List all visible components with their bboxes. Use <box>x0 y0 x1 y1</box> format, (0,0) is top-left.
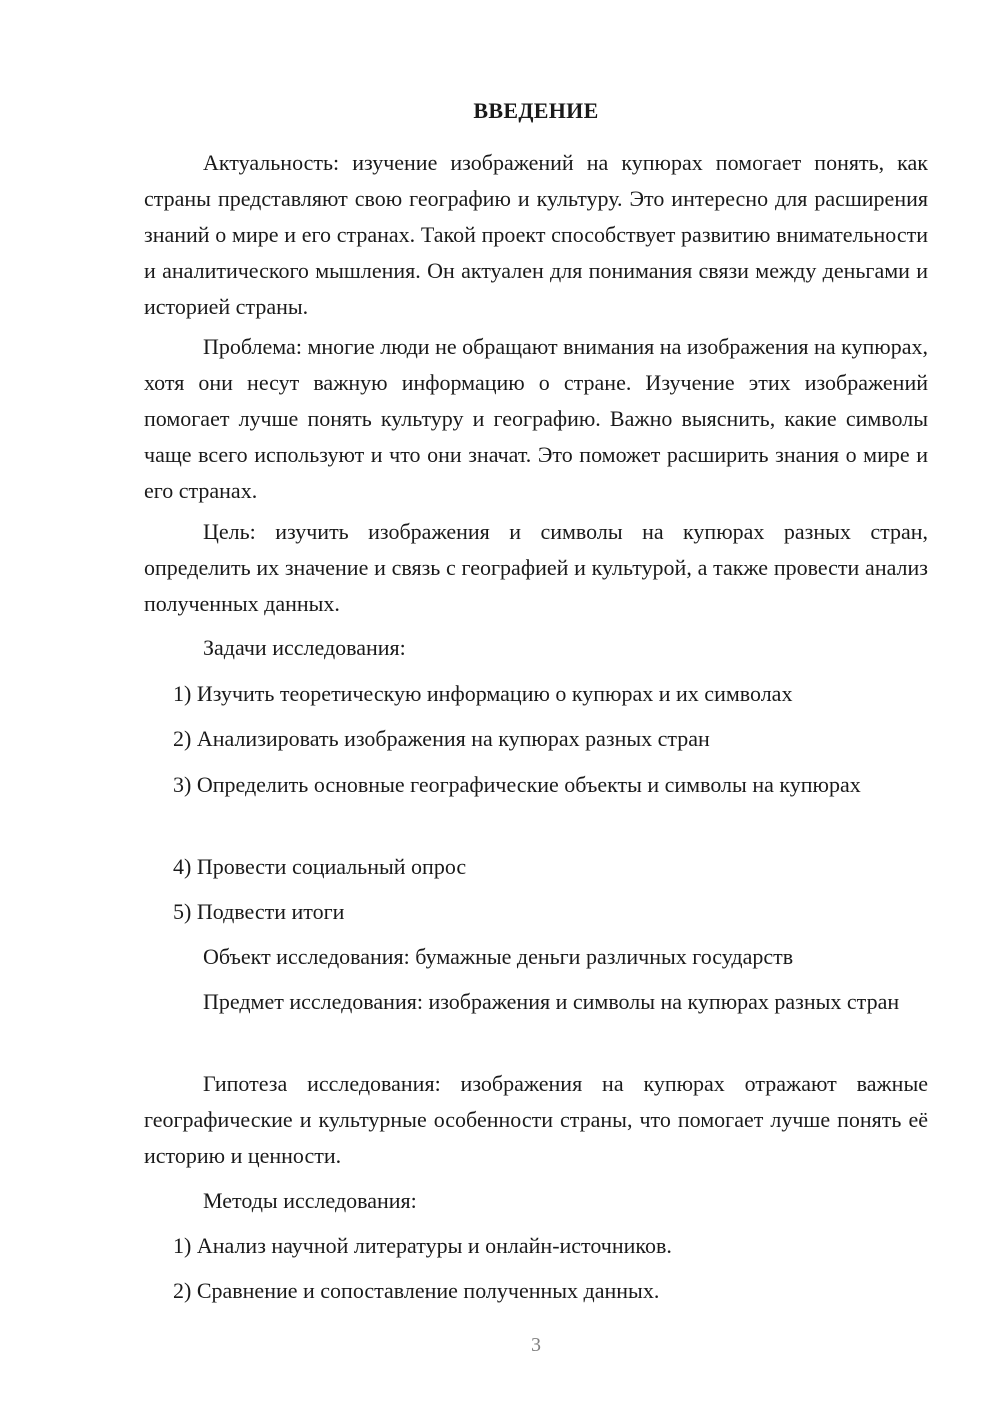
hypothesis-paragraph: Гипотеза исследования: изображения на купюрах отражают важные географические и культурные особенности страны, что помогает лучше понять её историю и ценности. <box>144 1071 928 1168</box>
tasks-heading: Задачи исследования: <box>203 635 406 660</box>
task-item: 4) Провести социальный опрос <box>173 854 467 879</box>
page-number: 3 <box>531 1334 541 1356</box>
task-item: 3) Определить основные географические объекты и символы на купюрах <box>173 772 861 797</box>
document-page <box>144 0 928 1414</box>
relevance-paragraph: Актуальность: изучение изображений на купюрах помогает понять, как страны представляют свою географию и культуру. Это интересно для расширения знаний о мире и его странах. Такой проект способствует развитию внимательности и аналитического мышления. Он актуален для понимания связи между деньгами и историей страны. <box>144 150 928 319</box>
method-item: 2) Сравнение и сопоставление полученных данных. <box>173 1278 660 1303</box>
task-item: 2) Анализировать изображения на купюрах разных стран <box>173 726 710 751</box>
goal-paragraph: Цель: изучить изображения и символы на купюрах разных стран, определить их значение и связь с географией и культурой, а также провести анализ полученных данных. <box>144 519 928 616</box>
methods-heading: Методы исследования: <box>203 1188 417 1213</box>
object-paragraph: Объект исследования: бумажные деньги различных государств <box>203 944 794 969</box>
method-item: 1) Анализ научной литературы и онлайн-источников. <box>173 1233 672 1258</box>
task-item: 5) Подвести итоги <box>173 899 345 924</box>
subject-paragraph: Предмет исследования: изображения и символы на купюрах разных стран <box>203 989 900 1014</box>
section-title: ВВЕДЕНИЕ <box>473 98 599 123</box>
problem-paragraph: Проблема: многие люди не обращают внимания на изображения на купюрах, хотя они несут важную информацию о стране. Изучение этих изображений помогает лучше понять культуру и географию. Важно выяснить, какие символы чаще всего используют и что они значат. Это поможет расширить знания о мире и его странах. <box>144 334 928 503</box>
task-item: 1) Изучить теоретическую информацию о купюрах и их символах <box>173 681 793 706</box>
